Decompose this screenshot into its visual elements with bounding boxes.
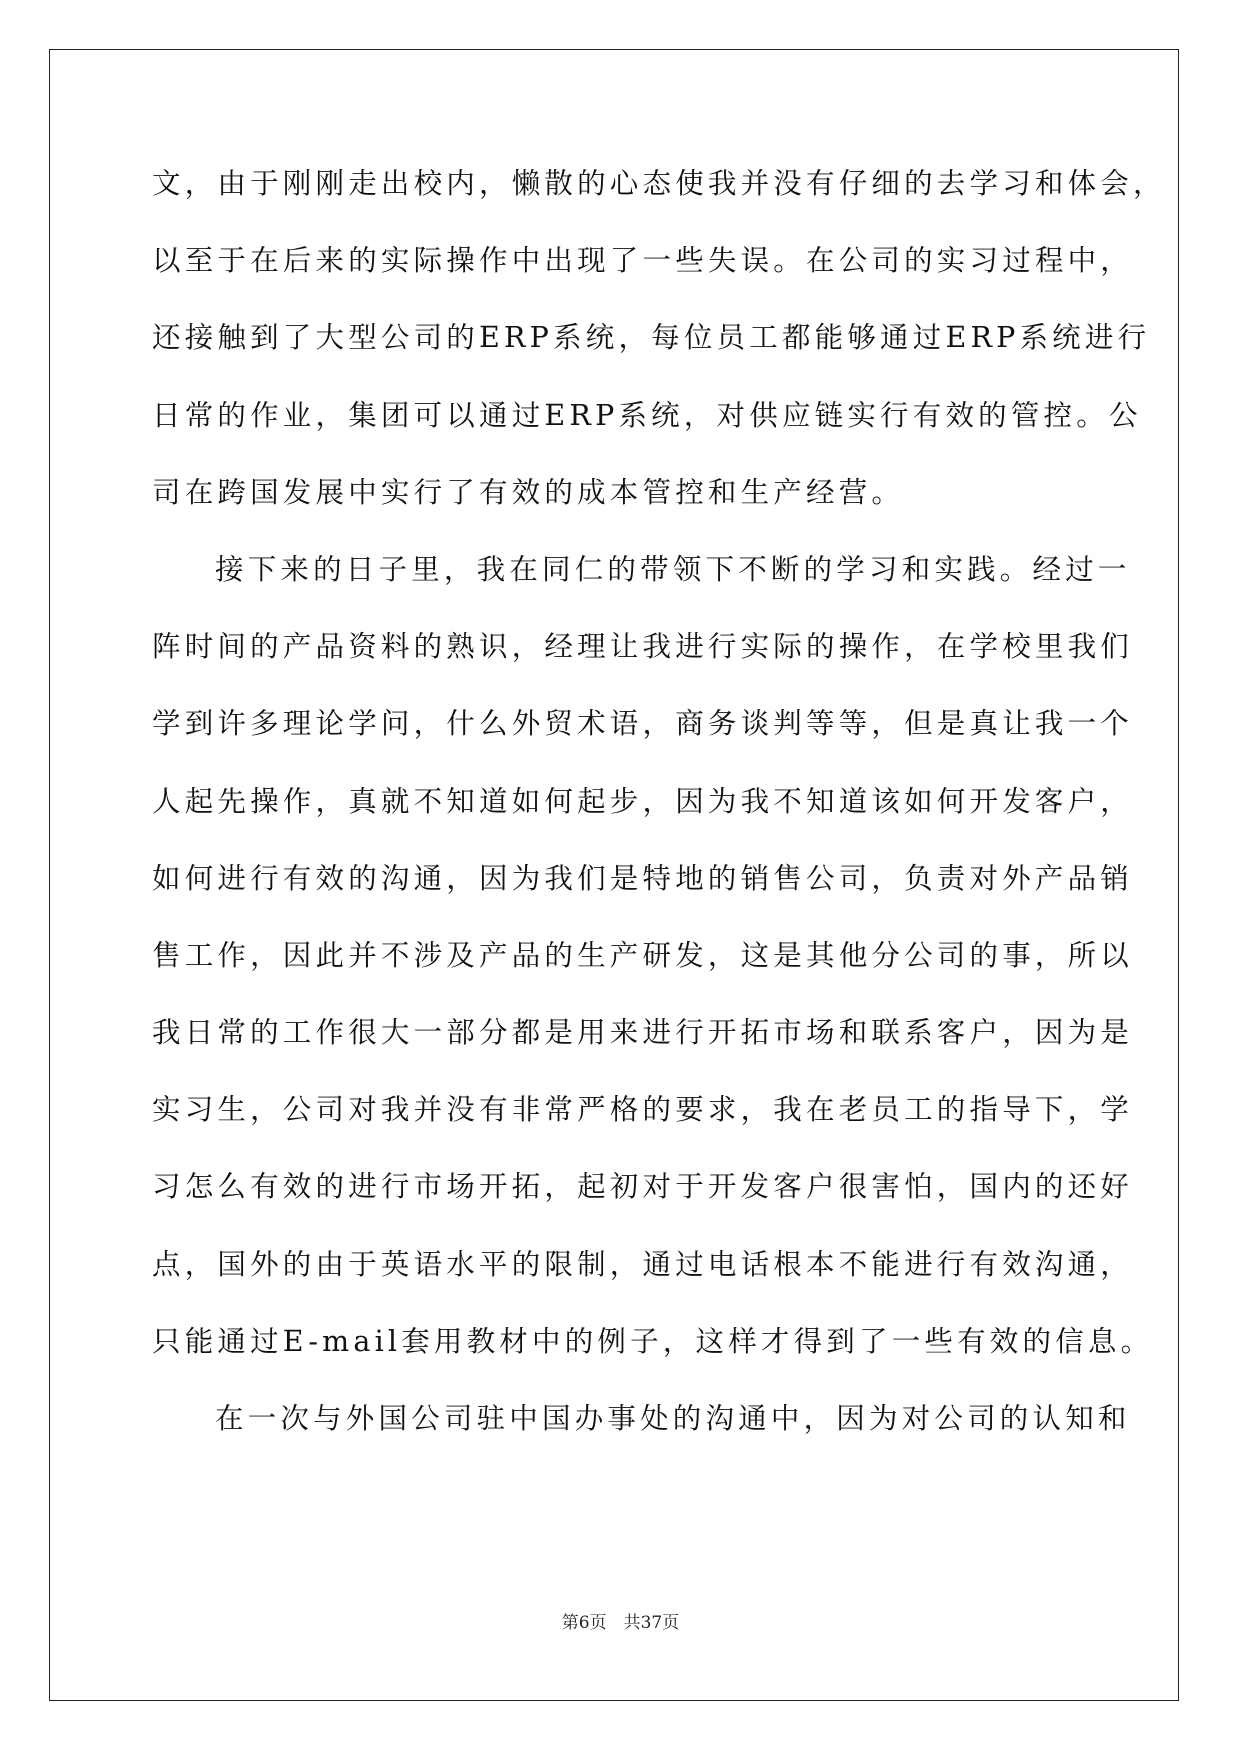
page-number-footer: 第6页 共37页 bbox=[561, 1613, 680, 1633]
text-line: 如何进行有效的沟通，因为我们是特地的销售公司，负责对外产品销 bbox=[152, 861, 1134, 895]
text-line: 点，国外的由于英语水平的限制，通过电话根本不能进行有效沟通， bbox=[152, 1247, 1134, 1281]
text-line: 人起先操作，真就不知道如何起步，因为我不知道该如何开发客户， bbox=[152, 784, 1134, 818]
text-line: 阵时间的产品资料的熟识，经理让我进行实际的操作，在学校里我们 bbox=[152, 630, 1134, 664]
text-line: 习怎么有效的进行市场开拓，起初对于开发客户很害怕，国内的还好 bbox=[152, 1170, 1134, 1204]
text-line: 只能通过E-mail套用教材中的例子，这样才得到了一些有效的信息。 bbox=[152, 1324, 1154, 1358]
text-line: 日常的作业，集团可以通过ERP系统，对供应链实行有效的管控。公 bbox=[152, 398, 1142, 432]
document-body bbox=[152, 160, 1166, 1472]
text-line: 司在跨国发展中实行了有效的成本管控和生产经营。 bbox=[152, 475, 905, 509]
text-line: 在一次与外国公司驻中国办事处的沟通中，因为对公司的认知和 bbox=[215, 1402, 1131, 1435]
text-line: 还接触到了大型公司的ERP系统，每位员工都能够通过ERP系统进行 bbox=[152, 321, 1151, 355]
text-line: 接下来的日子里，我在同仁的带领下不断的学习和实践。经过一 bbox=[215, 552, 1131, 586]
text-line: 文，由于刚刚走出校内，懒散的心态使我并没有仔细的去学习和体会， bbox=[152, 167, 1166, 200]
text-line: 学到许多理论学问，什么外贸术语，商务谈判等等，但是真让我一个 bbox=[152, 707, 1134, 741]
text-line: 售工作，因此并不涉及产品的生产研发，这是其他分公司的事，所以 bbox=[152, 938, 1134, 972]
text-line: 我日常的工作很大一部分都是用来进行开拓市场和联系客户，因为是 bbox=[152, 1016, 1134, 1050]
text-line: 以至于在后来的实际操作中出现了一些失误。在公司的实习过程中， bbox=[152, 244, 1134, 278]
text-line: 实习生，公司对我并没有非常严格的要求，我在老员工的指导下，学 bbox=[152, 1093, 1134, 1127]
